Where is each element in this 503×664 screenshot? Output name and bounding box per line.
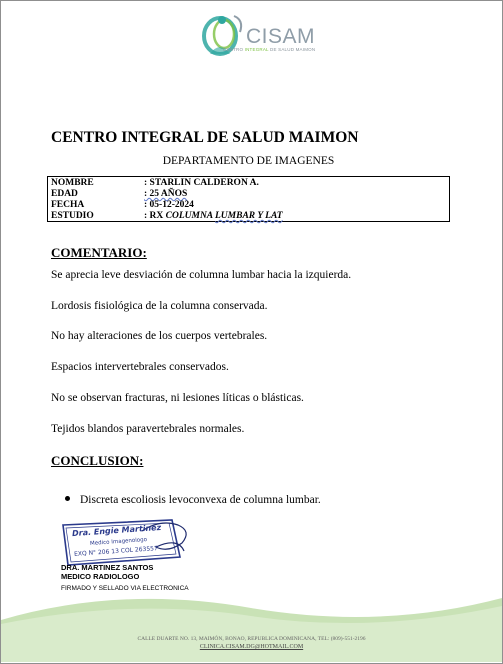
conclusion-item: Discreta escoliosis levoconvexa de columna lumbar. [65, 494, 321, 506]
comment-line: No se observan fracturas, ni lesiones líticas o blásticas. [51, 392, 304, 404]
age-label: EDAD [51, 189, 78, 199]
patient-info-box [47, 176, 450, 222]
cisam-logo [200, 10, 316, 58]
date-label: FECHA [51, 200, 85, 210]
comment-line: Espacios intervertebrales conservados. [51, 361, 229, 373]
date-value: : 05-12-2024 [144, 200, 194, 210]
comment-line: Lordosis fisiológica de la columna conservada. [51, 300, 268, 312]
signature-note: FIRMADO Y SELLADO VIA ELECTRONICA [61, 585, 189, 592]
bullet-icon [65, 496, 70, 501]
study-value: : RX COLUMNA LUMBAR Y LAT [144, 211, 283, 221]
stamp-exequatur: EXQ N° 206 13 COL 263557 [73, 545, 159, 558]
logo-wordmark: CISAM [246, 25, 316, 48]
footer-wave-background [1, 590, 502, 662]
comment-heading: COMENTARIO: [51, 245, 147, 260]
name-value: : STARLIN CALDERON A. [144, 178, 259, 188]
doctor-stamp [60, 517, 200, 569]
document-title: CENTRO INTEGRAL DE SALUD MAIMON [51, 129, 359, 146]
signature-name: DRA. MARTINEZ SANTOS [61, 563, 154, 572]
signature-title: MEDICO RADIOLOGO [61, 572, 140, 581]
logo-subtitle: CENTRO INTEGRAL DE SALUD MAIMON [223, 47, 316, 52]
comment-line: Se aprecia leve desviación de columna lumbar hacia la izquierda. [51, 269, 352, 281]
conclusion-heading: CONCLUSION: [51, 453, 144, 468]
footer-address: CALLE DUARTE NO. 13, MAIMÓN, BONAO, REPUBLICA DOMINICANA, TEL: (809)-551-2196 [137, 636, 366, 642]
study-label: ESTUDIO [51, 211, 94, 221]
footer-email: CLINICA.CISAM.DG@HOTMAIL.COM [199, 644, 304, 650]
comment-line: No hay alteraciones de los cuerpos vertebrales. [51, 330, 268, 342]
age-value: : 25 AÑOS [144, 189, 188, 199]
comment-line: Tejidos blandos paravertebrales normales. [51, 423, 245, 435]
name-label: NOMBRE [51, 178, 94, 188]
stamp-role: Medico Imagenologo [89, 537, 148, 547]
department-name: DEPARTAMENTO DE IMAGENES [162, 155, 335, 167]
stamp-doctor-name: Dra. Engie Martinez [71, 522, 162, 539]
